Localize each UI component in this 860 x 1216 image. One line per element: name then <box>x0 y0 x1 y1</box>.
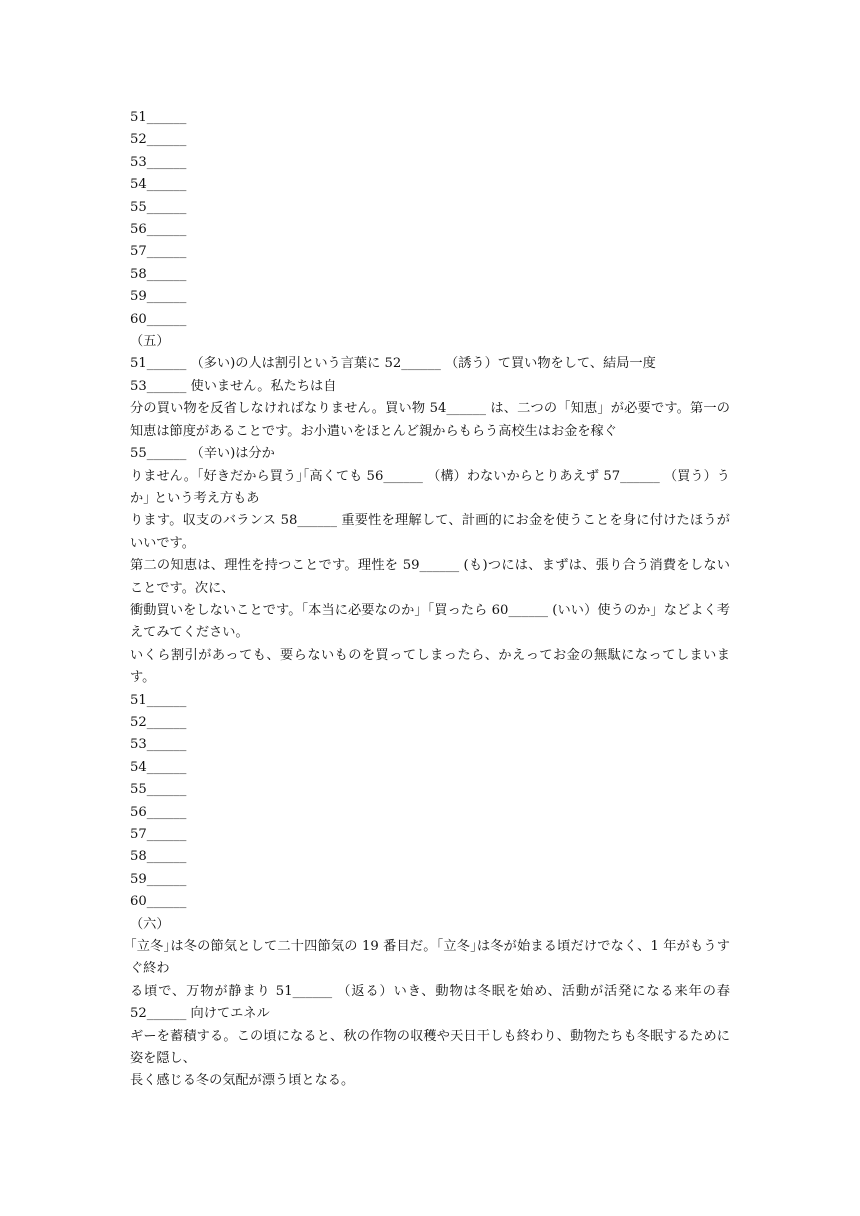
section-5 <box>130 331 730 690</box>
section-6-paragraph-4: 長く感じる冬の気配が漂う頃となる。 <box>130 1073 355 1089</box>
answer-blank-51: 51______ <box>130 110 187 125</box>
section-5-line-1: 51______ （多い)の人は割引という言葉に 52______ （誘う）て買い物をして、結局一度 <box>130 356 656 372</box>
section-5-paragraph-3: りません。｢好きだから買う｣｢高くても 56______ （構）わないからとりあえず 57______ （買う）うか｣ という考え方もあ <box>130 468 730 506</box>
answer-blank-59: 59______ <box>130 289 187 305</box>
section-5-paragraph-2: 55______ （辛い)は分か <box>130 446 275 462</box>
document-content <box>130 107 730 1093</box>
answer-blank-53: 53______ <box>130 154 187 170</box>
answer-blank-52: 52______ <box>130 714 187 730</box>
answer-blank-58: 58______ <box>130 849 187 865</box>
answer-blank-60: 60______ <box>130 894 187 910</box>
section-6-paragraph-3: ギーを蓄積する。この頃になると、秋の作物の収穫や天日干しも終わり、動物たちも冬眠するために姿を隠し、 <box>130 1028 730 1067</box>
answer-blank-55: 55______ <box>130 782 187 798</box>
section-5-paragraph-4: ります。収支のバランス 58______ 重要性を理解して、計画的にお金を使うことを身に付けたほうがいいです。 <box>130 513 730 551</box>
answer-blank-54: 54______ <box>130 177 187 193</box>
answer-blank-57: 57______ <box>130 827 187 842</box>
section-5-paragraph-5: 第二の知恵は、理性を持つことです。理性を 59______ (も)つには、まずは、張り合う消費をしないことです。次に、 <box>130 558 730 596</box>
answer-blank-55: 55______ <box>130 199 187 215</box>
answer-list-b <box>130 690 730 914</box>
answer-blank-60: 60______ <box>130 311 187 327</box>
answer-blank-51: 51______ <box>130 692 187 708</box>
answer-list-a <box>130 107 730 331</box>
answer-blank-57: 57______ <box>130 244 187 260</box>
section-6 <box>130 914 730 1093</box>
answer-blank-54: 54______ <box>130 759 187 775</box>
section-6-paragraph-2: る頃で、万物が静まり 51______ （返る）いき、動物は冬眠を始め、活動が活発になる来年の春 52______ 向けてエネル <box>130 983 730 1022</box>
answer-blank-52: 52______ <box>130 132 187 148</box>
answer-blank-53: 53______ <box>130 737 187 753</box>
answer-blank-56: 56______ <box>130 804 187 820</box>
answer-blank-58: 58______ <box>130 266 187 282</box>
answer-blank-59: 59______ <box>130 871 187 887</box>
section-5-line-2: 53______ 使いません。私たちは自 <box>130 378 337 394</box>
answer-blank-56: 56______ <box>130 222 187 238</box>
section-5-paragraph-6: 衝動買いをしないことです。「本当に必要なのか」「買ったら 60______ (いい）使うのか」などよく考えてみてください。 <box>130 602 730 641</box>
section-6-label: （六） <box>130 916 170 932</box>
section-6-paragraph-1: ｢立冬｣は冬の節気として二十四節気の 19 番目だ。｢立冬｣は冬が始まる頃だけでなく、1 年がもうすぐ終わ <box>130 939 730 977</box>
section-5-label: （五） <box>130 334 170 350</box>
section-5-paragraph-7: いくら割引があっても、要らないものを買ってしまったら、かえってお金の無駄になってしまいます。 <box>130 647 730 686</box>
section-5-paragraph-1: 分の買い物を反省しなければなりません。買い物 54______ は、二つの「知恵」が必要です。第一の知恵は節度があることです。お小遣いをほとんど親からもらう高校生はお金を稼ぐ <box>130 401 730 439</box>
